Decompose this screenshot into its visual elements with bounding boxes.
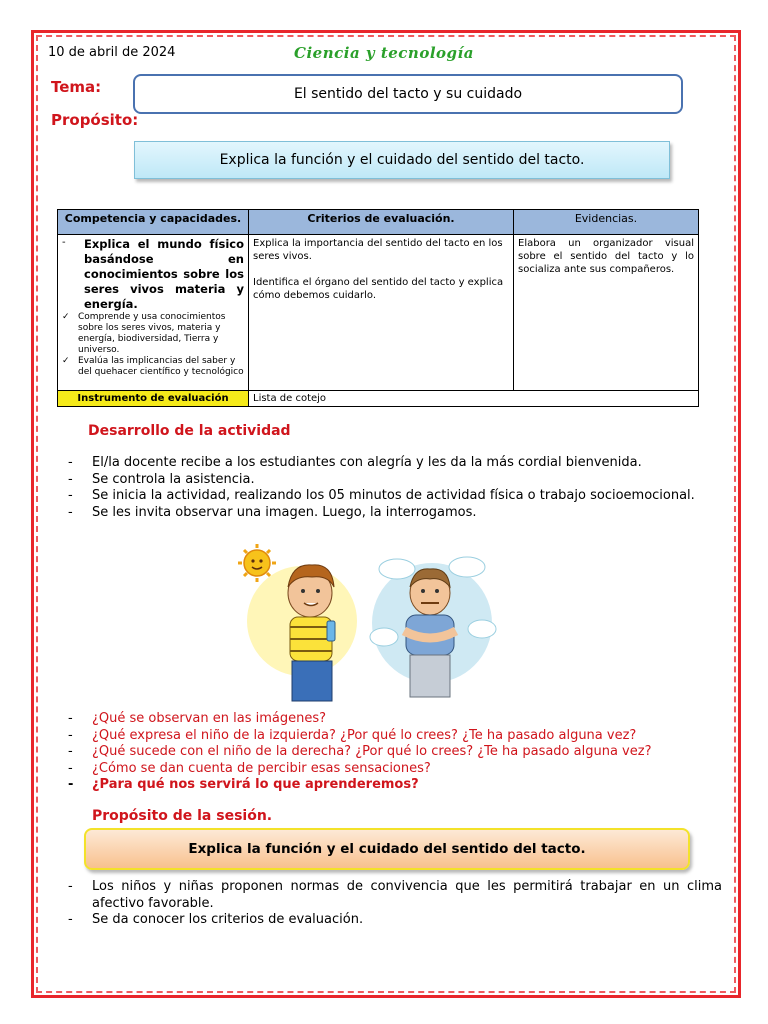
- question-item: - ¿Qué sucede con el niño de la derecha? ¿Por qué lo crees? ¿Te ha pasado alguna vez?: [68, 744, 652, 759]
- list-item: - El/la docente recibe a los estudiantes con alegría y les da la más cordial bienvenida.: [68, 455, 642, 470]
- proposito-label: Propósito:: [51, 111, 139, 129]
- question-item: - ¿Qué se observan en las imágenes?: [68, 711, 327, 726]
- illustration-children: [232, 541, 502, 703]
- evidencia-cell: Elabora un organizador visual sobre el sentido del tacto y lo socializa ante sus compañeros.: [514, 235, 699, 391]
- question-item: - ¿Cómo se dan cuenta de percibir esas sensaciones?: [68, 760, 431, 776]
- tema-box: [133, 74, 683, 114]
- preguntas-list: [68, 711, 722, 794]
- header-competencia: Competencia y capacidades.: [58, 210, 249, 235]
- list-item: - Se da conocer los criterios de evaluación.: [68, 912, 364, 927]
- criterio-item: Identifica el órgano del sentido del tacto y explica cómo debemos cuidarlo.: [253, 277, 504, 301]
- tema-label: Tema:: [51, 78, 102, 96]
- competencia-text: Explica el mundo físico basándose en conocimientos sobre los seres vivos materia y energía.: [84, 237, 244, 311]
- question-item: - ¿Para qué nos servirá lo que aprenderemos?: [68, 777, 419, 792]
- desarrollo-list: [68, 455, 722, 521]
- tema-value: El sentido del tacto y su cuidado: [293, 86, 523, 102]
- sesion-title: Propósito de la sesión.: [92, 808, 273, 824]
- capacidad-item: ✓ Evalúa las implicancias del saber y del quehacer científico y tecnológico: [62, 356, 244, 377]
- date: 10 de abril de 2024: [48, 45, 176, 60]
- subject-title: Ciencia y tecnología: [294, 44, 474, 62]
- criterio-item: Explica la importancia del sentido del tacto en los seres vivos.: [253, 238, 503, 262]
- desarrollo-title: Desarrollo de la actividad: [88, 423, 291, 439]
- checkmark-icon: ✓: [62, 312, 70, 322]
- competencia-cell: [58, 235, 249, 391]
- list-item: - Se inicia la actividad, realizando los 05 minutos de actividad física o trabajo socioemocional.: [68, 488, 695, 503]
- dash-bullet: -: [62, 237, 66, 248]
- question-item: - ¿Qué expresa el niño de la izquierda? ¿Por qué lo crees? ¿Te ha pasado alguna vez?: [68, 727, 637, 743]
- evaluation-table: [57, 209, 699, 407]
- list-item: - Se controla la asistencia.: [68, 471, 255, 487]
- header-evidencias: Evidencias.: [514, 210, 699, 235]
- criterios-cell: [249, 235, 514, 391]
- instrumento-label: Instrumento de evaluación: [58, 391, 249, 407]
- list-item: - Se les invita observar una imagen. Luego, la interrogamos.: [68, 504, 477, 520]
- sesion-list: [68, 879, 722, 929]
- sesion-proposito-value: Explica la función y el cuidado del sentido del tacto.: [188, 841, 586, 857]
- list-item: - Los niños y niñas proponen normas de convivencia que les permitirá trabajar en un clima afectivo favorable.: [68, 879, 722, 911]
- proposito-box: [134, 141, 670, 179]
- header-criterios: Criterios de evaluación.: [249, 210, 514, 235]
- sesion-proposito-box: [84, 828, 690, 870]
- proposito-value: Explica la función y el cuidado del sentido del tacto.: [219, 152, 585, 168]
- capacidad-item: ✓ Comprende y usa conocimientos sobre los seres vivos, materia y energía, biodiversidad, Tierra y universo.: [62, 312, 226, 355]
- instrumento-value: Lista de cotejo: [249, 391, 699, 407]
- checkmark-icon: ✓: [62, 356, 70, 366]
